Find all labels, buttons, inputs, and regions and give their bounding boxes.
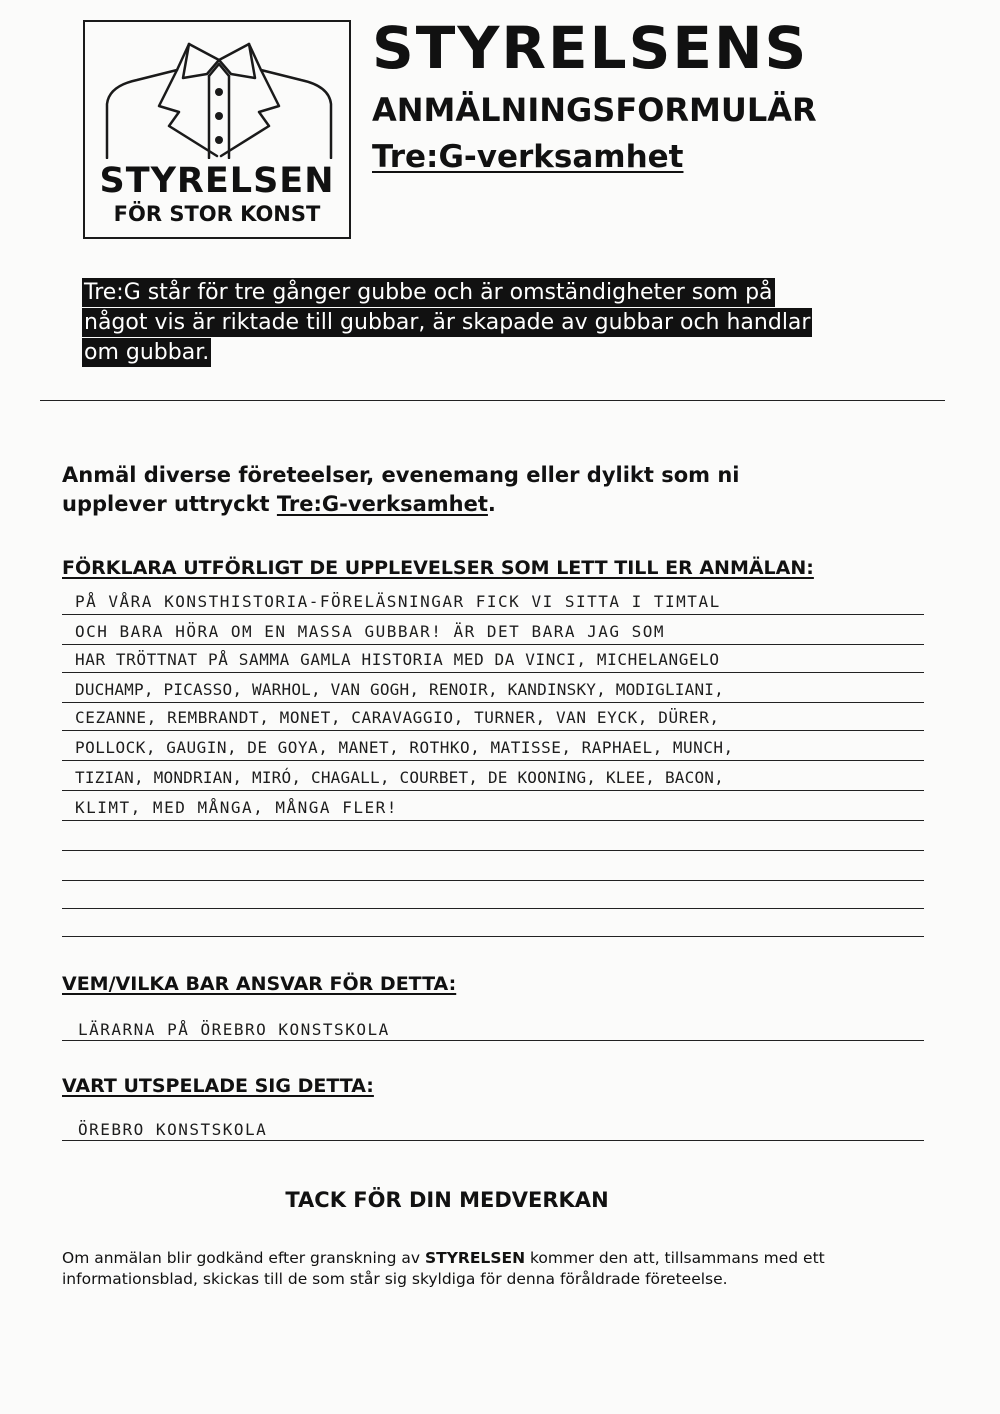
shirt-collar-icon xyxy=(99,34,339,159)
explain-answer-line[interactable]: PÅ VÅRA KONSTHISTORIA-FÖRELÄSNINGAR FICK VI SITTA I TIMTAL xyxy=(75,592,721,611)
answer-rule xyxy=(62,760,924,761)
answer-rule xyxy=(62,790,924,791)
answer-rule xyxy=(62,908,924,909)
who-heading: VEM/VILKA BAR ANSVAR FÖR DETTA: xyxy=(62,973,457,995)
intro-text xyxy=(82,278,872,368)
footer-text-end: kommer den att, tillsammans med ett informationsblad, skickas till de som står sig skyldiga för denna föråldrade företeelse. xyxy=(62,1249,825,1288)
answer-rule xyxy=(62,702,924,703)
where-heading: VART UTSPELADE SIG DETTA: xyxy=(62,1075,374,1097)
logo xyxy=(83,20,351,239)
explain-answer-line[interactable]: TIZIAN, MONDRIAN, MIRÓ, CHAGALL, COURBET, DE KOONING, KLEE, BACON, xyxy=(75,768,724,787)
intro-line-1: Tre:G står för tre gånger gubbe och är omständigheter som på xyxy=(84,280,773,305)
where-answer[interactable]: ÖREBRO KONSTSKOLA xyxy=(78,1120,268,1139)
report-instructions-end: . xyxy=(487,492,496,516)
report-instructions-link: Tre:G-verksamhet xyxy=(276,492,488,516)
divider xyxy=(40,400,945,401)
explain-answer-line[interactable]: POLLOCK, GAUGIN, DE GOYA, MANET, ROTHKO, MATISSE, RAPHAEL, MUNCH, xyxy=(75,738,734,757)
report-instructions xyxy=(62,461,842,519)
explain-answer-line[interactable]: OCH BARA HÖRA OM EN MASSA GUBBAR! ÄR DET BARA JAG SOM xyxy=(75,622,666,641)
form-type: Tre:G-verksamhet xyxy=(372,139,684,175)
answer-rule xyxy=(62,614,924,615)
form-subtitle: ANMÄLNINGSFORMULÄR xyxy=(372,91,817,129)
answer-rule xyxy=(62,1040,924,1041)
logo-subtitle: FÖR STOR KONST xyxy=(113,202,321,226)
footer-text: Om anmälan blir godkänd efter granskning av xyxy=(62,1249,425,1267)
explain-answer-line[interactable]: HAR TRÖTTNAT PÅ SAMMA GAMLA HISTORIA MED DA VINCI, MICHELANGELO xyxy=(75,650,720,669)
answer-rule xyxy=(62,730,924,731)
who-answer[interactable]: LÄRARNA PÅ ÖREBRO KONSTSKOLA xyxy=(78,1020,390,1039)
form-title: STYRELSENS xyxy=(372,14,809,82)
answer-rule xyxy=(62,1140,924,1141)
explain-answer-line[interactable]: CEZANNE, REMBRANDT, MONET, CARAVAGGIO, TURNER, VAN EYCK, DÜRER, xyxy=(75,708,720,727)
answer-rule xyxy=(62,820,924,821)
answer-rule xyxy=(62,672,924,673)
logo-title: STYRELSEN xyxy=(99,161,335,201)
answer-rule xyxy=(62,644,924,645)
explain-heading: FÖRKLARA UTFÖRLIGT DE UPPLEVELSER SOM LETT TILL ER ANMÄLAN: xyxy=(62,557,814,579)
footer-note xyxy=(62,1248,892,1290)
intro-line-2: något vis är riktade till gubbar, är skapade av gubbar och handlar xyxy=(84,310,811,335)
thanks-text: TACK FÖR DIN MEDVERKAN xyxy=(285,1188,609,1212)
answer-rule xyxy=(62,936,924,937)
report-instructions-text: Anmäl diverse företeelser, evenemang eller dylikt som ni upplever uttryckt xyxy=(62,463,740,516)
footer-org-name: STYRELSEN xyxy=(424,1249,526,1267)
intro-line-3: om gubbar. xyxy=(84,340,210,365)
answer-rule xyxy=(62,850,924,851)
explain-answer-line[interactable]: KLIMT, MED MÅNGA, MÅNGA FLER! xyxy=(75,798,398,817)
answer-rule xyxy=(62,880,924,881)
explain-answer-line[interactable]: DUCHAMP, PICASSO, WARHOL, VAN GOGH, RENOIR, KANDINSKY, MODIGLIANI, xyxy=(75,680,724,699)
